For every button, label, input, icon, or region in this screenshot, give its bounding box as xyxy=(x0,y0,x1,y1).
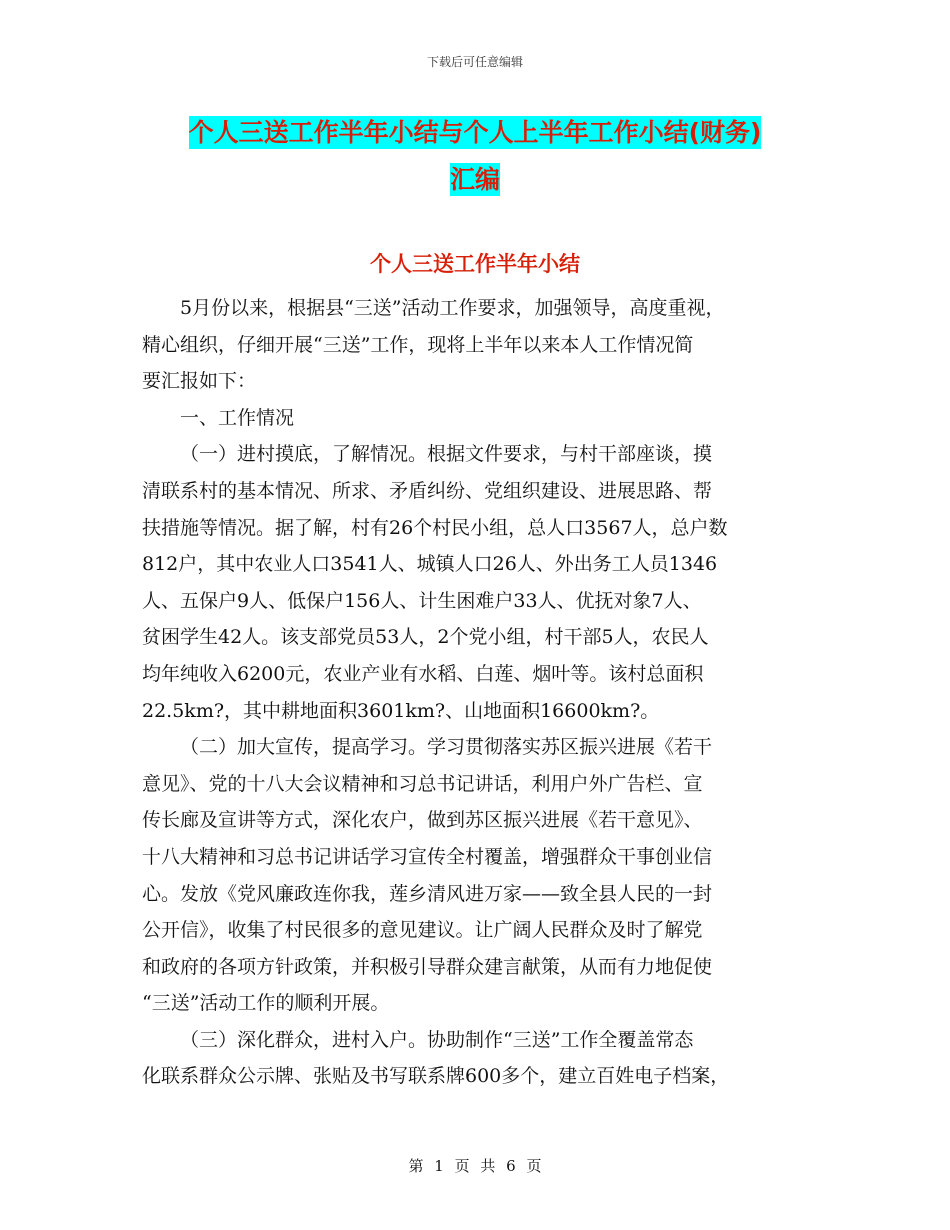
body-line: 5月份以来，根据县“三送”活动工作要求，加强领导，高度重视， xyxy=(180,297,725,319)
document-title-line-2 xyxy=(0,160,950,196)
body-line: 传长廊及宣讲等方式，深化农户，做到苏区振兴进展《若干意见》、 xyxy=(142,809,703,832)
body-line: 扶措施等情况。据了解，村有26个村民小组，总人口3567人，总户数 xyxy=(142,516,728,539)
body-line: 人、五保户9人、低保户156人、计生困难户33人、优抚对象7人、 xyxy=(142,589,702,612)
body-line: 均年纯收入6200元，农业产业有水稻、白莲、烟叶等。该村总面积 xyxy=(142,662,704,685)
body-line: 公开信》，收集了村民很多的意见建议。让广阔人民群众及时了解党 xyxy=(142,919,703,942)
body-line: “三送”活动工作的顺利开展。 xyxy=(142,992,390,1015)
header-note: 下载后可任意编辑 xyxy=(426,55,523,69)
document-title-text-2: 汇编 xyxy=(449,165,500,194)
body-line: 812户，其中农业人口3541人、城镇人口26人、外出务工人员1346 xyxy=(142,553,718,576)
section-title: 个人三送工作半年小结 xyxy=(370,252,580,276)
body-line: （三）深化群众，进村入户。协助制作“三送”工作全覆盖常态 xyxy=(180,1028,694,1051)
body-line: 清联系村的基本情况、所求、矛盾纠纷、党组织建设、进展思路、帮 xyxy=(142,479,713,502)
document-title-line-1 xyxy=(0,113,950,149)
body-line: （一）进村摸底，了解情况。根据文件要求，与村干部座谈，摸 xyxy=(180,443,713,466)
body-line: 精心组织，仔细开展“三送”工作，现将上半年以来本人工作情况简 xyxy=(142,333,694,356)
document-title-text-1: 个人三送工作半年小结与个人上半年工作小结(财务) xyxy=(188,118,762,147)
body-line: （二）加大宣传，提高学习。学习贯彻落实苏区振兴进展《若干 xyxy=(180,736,713,759)
body-line: 化联系群众公示牌、张贴及书写联系牌600多个，建立百姓电子档案， xyxy=(142,1065,730,1088)
page-footer: 第 1 页 共 6 页 xyxy=(408,1157,542,1175)
body-line: 一、工作情况 xyxy=(180,406,295,429)
body-line: 要汇报如下： xyxy=(142,370,257,393)
body-text xyxy=(142,290,832,1095)
body-line: 22.5km?，其中耕地面积3601km?、山地面积16600km?。 xyxy=(142,699,660,722)
body-line: 心。发放《党风廉政连你我，莲乡清风进万家——致全县人民的一封 xyxy=(142,882,713,905)
body-line: 和政府的各项方针政策，并积极引导群众建言献策，从而有力地促使 xyxy=(142,955,713,978)
body-line: 贫困学生42人。该支部党员53人，2个党小组，村干部5人，农民人 xyxy=(142,626,709,649)
body-line: 意见》、党的十八大会议精神和习总书记讲话，利用户外广告栏、宣 xyxy=(142,772,703,795)
body-line: 十八大精神和习总书记讲话学习宣传全村覆盖，增强群众干事创业信 xyxy=(142,845,713,868)
